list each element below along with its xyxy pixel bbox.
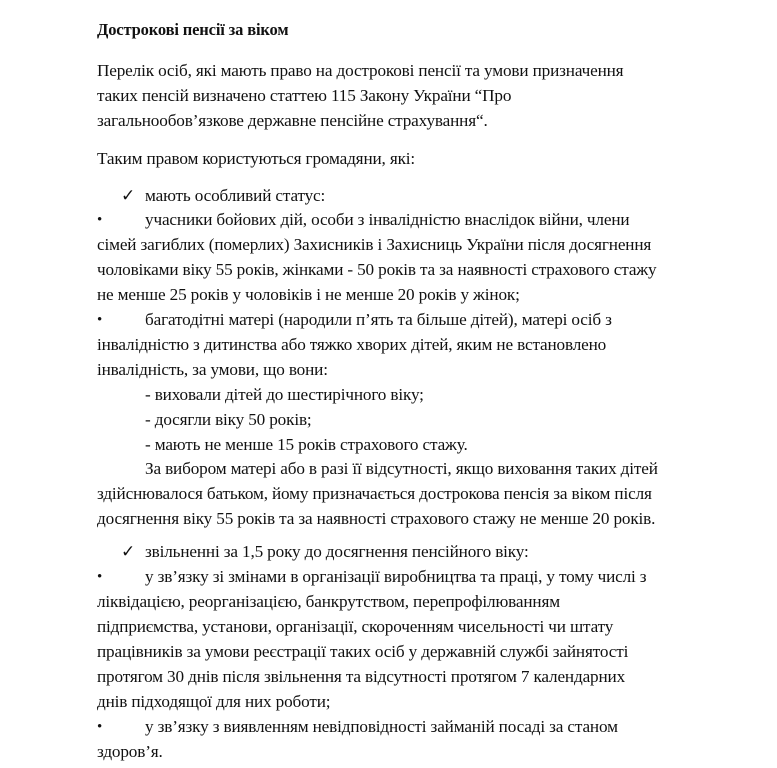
checkmark-icon: ✓ (121, 542, 136, 561)
father-note-line: здійснювалося батьком, йому призначається дострокова пенсія за віком після (97, 484, 652, 503)
section2-bullet2-line: здоров’я. (97, 742, 163, 761)
lead-text: Таким правом користуються громадяни, які: (97, 149, 416, 168)
condition-item: - виховали дітей до шестирічного віку; (145, 385, 424, 404)
section1-bullet1-line: чоловіками віку 55 років, жінками - 50 років та за наявності страхового стажу (97, 260, 657, 279)
section2-bullet1-line: днів підходящої для них роботи; (97, 692, 331, 711)
bullet-icon: • (97, 569, 103, 585)
section2-bullet1-line: працівників за умови реєстрації таких осіб у державній службі зайнятості (97, 642, 629, 661)
section1-bullet2-line: багатодітні матері (народили п’ять та більше дітей), матері осіб з (145, 310, 612, 329)
bullet-icon: • (97, 212, 103, 228)
condition-item: - мають не менше 15 років страхового стажу. (145, 435, 468, 454)
section2-bullet2-line: у зв’язку з виявленням невідповідності займаній посаді за станом (145, 717, 618, 736)
section2-heading: звільненні за 1,5 року до досягнення пенсійного віку: (145, 542, 529, 561)
intro-line: Перелік осіб, які мають право на дострокові пенсії та умови призначення (97, 61, 624, 80)
document-title: Дострокові пенсії за віком (97, 20, 289, 39)
section1-bullet2-line: інвалідність, за умови, що вони: (97, 360, 328, 379)
bullet-icon: • (97, 312, 103, 328)
section2-bullet1-line: підприємства, установи, організації, скороченням чисельності чи штату (97, 617, 614, 636)
section2-bullet1-line: ліквідацією, реорганізацією, банкрутством, перепрофілюванням (97, 592, 560, 611)
father-note-line: досягнення віку 55 років та за наявності страхового стажу не менше 20 років. (97, 509, 656, 528)
section1-heading: мають особливий статус: (145, 186, 326, 205)
section1-bullet1-line: не менше 25 років у чоловіків і не менше 20 років у жінок; (97, 285, 520, 304)
section2-bullet1-line: протягом 30 днів після звільнення та відсутності протягом 7 календарних (97, 667, 626, 686)
section1-bullet1-line: учасники бойових дій, особи з інвалідністю внаслідок війни, члени (145, 210, 630, 229)
bullet-icon: • (97, 719, 103, 735)
condition-item: - досягли віку 50 років; (145, 410, 312, 429)
section1-bullet1-line: сімей загиблих (померлих) Захисників і Захисниць України після досягнення (97, 235, 652, 254)
section2-bullet1-line: у зв’язку зі змінами в організації виробництва та праці, у тому числі з (145, 567, 647, 586)
section1-bullet2-line: інвалідністю з дитинства або тяжко хворих дітей, яким не встановлено (97, 335, 607, 354)
father-note-line: За вибором матері або в разі її відсутності, якщо виховання таких дітей (145, 459, 658, 478)
intro-line: загальнообов’язкове державне пенсійне страхування“. (97, 111, 488, 130)
checkmark-icon: ✓ (121, 186, 136, 205)
intro-line: таких пенсій визначено статтею 115 Закону України “Про (97, 86, 512, 105)
